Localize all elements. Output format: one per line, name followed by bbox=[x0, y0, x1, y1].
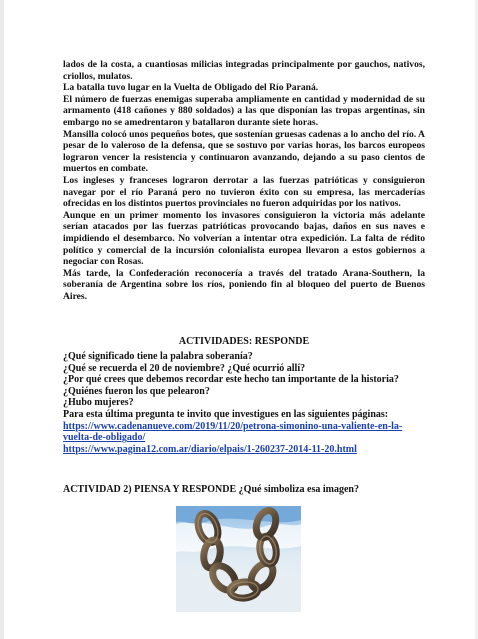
activities-title: ACTIVIDADES: RESPONDE bbox=[178, 336, 310, 347]
history-text bbox=[63, 59, 425, 302]
link-cadenanueve[interactable]: https://www.cadenanueve.com/2019/11/20/petrona-simonino-una-valiente-en-la-vuelta-de-obligado/ bbox=[63, 420, 403, 444]
question: ¿Por qué crees que debemos recordar este hecho tan importante de la historia? bbox=[63, 374, 399, 386]
paragraph: Mansilla colocó unos pequeños botes, que sostenían gruesas cadenas a lo ancho del río. A pesar de lo valeroso de la defensa, que se sostuvo por varias horas, los barcos europeos lograron vencer la resistencia y continuaron avanzando, dejando a su paso cientos de muertos en combate. bbox=[63, 128, 425, 175]
link-pagina12[interactable]: https://www.pagina12.com.ar/diario/elpais/1-260237-2014-11-20.html bbox=[63, 443, 357, 455]
activities-list bbox=[63, 351, 425, 455]
instruction: Para esta última pregunta te invito que investigues en las siguientes páginas: bbox=[63, 408, 389, 420]
paragraph: Los ingleses y franceses lograron derrotar a las fuerzas patrióticas y consiguieron navegar por el río Paraná pero no tuvieron éxito con su empresa, las mercaderías ofrecidas en los distintos puertos provinciales no fueron adquiridas por los nativos. bbox=[63, 174, 425, 210]
page-left-edge bbox=[0, 0, 4, 639]
paragraph: La batalla tuvo lugar en la Vuelta de Obligado del Río Paraná. bbox=[63, 82, 319, 94]
paragraph: Aunque en un primer momento los invasores consiguieron la victoria más adelante serían atacados por las fuerzas patrióticas provocando bajas, daños en sus naves e impidiendo el desembarco. No volverían a intentar otra expedición. La falta de rédito político y comercial de la incursión colonialista europea llevaron a estos gobiernos a negociar con Rosas. bbox=[63, 209, 425, 268]
paragraph: El número de fuerzas enemigas superaba ampliamente en cantidad y modernidad de su armamento (418 cañones y 880 soldados) a las que disponían las tropas argentinas, sin embargo no se amedrentaron y batallaron durante siete horas. bbox=[63, 93, 425, 128]
question: ¿Qué significado tiene la palabra soberanía? bbox=[63, 351, 253, 362]
paragraph: lados de la costa, a cuantiosas milicias integradas principalmente por gauchos, nativos, criollos, mulatos. bbox=[63, 59, 425, 82]
chain-flag-illustration bbox=[176, 506, 301, 612]
paragraph: Más tarde, la Confederación reconocería a través del tratado Arana-Southern, la soberanía de Argentina sobre los ríos, poniendo fin al bloqueo del puerto de Buenos Aires. bbox=[63, 267, 425, 302]
chain-flag-image bbox=[176, 506, 301, 612]
question: ¿Qué se recuerda el 20 de noviembre? ¿Qué ocurrió allí? bbox=[63, 362, 306, 374]
question: ¿Quiénes fueron los que pelearon? bbox=[63, 385, 210, 397]
question: ¿Hubo mujeres? bbox=[63, 397, 134, 409]
activity-2-title: ACTIVIDAD 2) PIENSA Y RESPONDE ¿Qué simboliza esa imagen? bbox=[63, 484, 359, 495]
